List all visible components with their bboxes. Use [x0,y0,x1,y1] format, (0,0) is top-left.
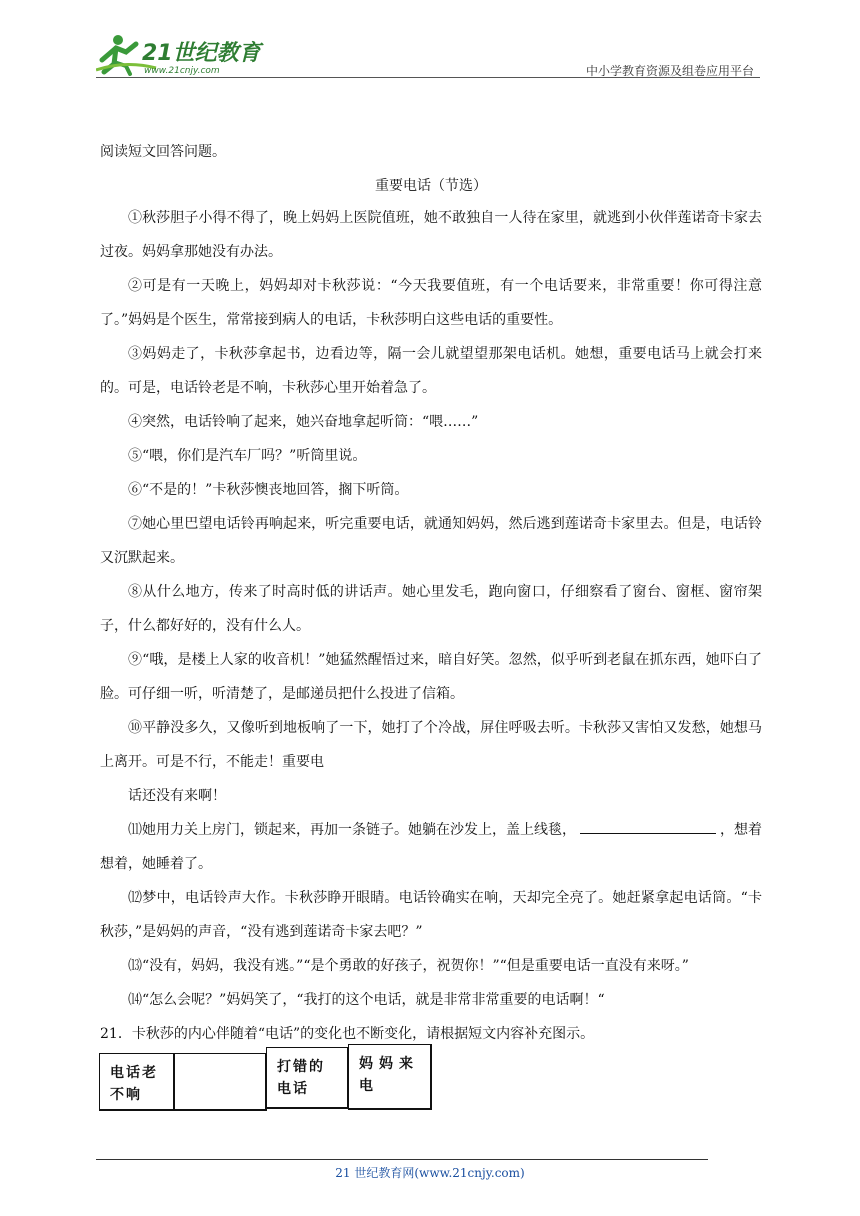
site-logo[interactable] [96,30,266,76]
box-mom-calls: 妈妈来电 [348,1044,432,1110]
paragraph-13: ⒀“没有，妈妈，我没有逃。”“是个勇敢的好孩子，祝贺你！”“但是重要电话一直没有来呀。” [128,958,689,974]
svg-text:www.21cnjy.com: www.21cnjy.com [144,66,220,76]
paragraph-7: ⑦她心里巴望电话铃再响起来，听完重要电话，就通知妈妈，然后逃到莲诺奇卡家里去。但是，电话铃又沉默起来。 [100,516,762,566]
fill-in-blank[interactable] [580,819,716,834]
paragraph-10: ⑩平静没多久，又像听到地板响了一下，她打了个冷战，屏住呼吸去听。卡秋莎又害怕又发愁，她想马上离开。可是不行，不能走！重要电 [100,720,762,770]
paragraph-11-end: ，想着想着，她睡着了。 [100,822,762,872]
page-header [96,30,760,80]
paragraph-2: ②可是有一天晚上，妈妈却对卡秋莎说：“今天我要值班，有一个电话要来，非常重要！你可得注意了。”妈妈是个医生，常常接到病人的电话，卡秋莎明白这些电话的重要性。 [100,278,762,328]
svg-text:21世纪教育: 21世纪教育 [142,41,261,66]
runner-logo-icon [96,30,266,76]
paragraph-6: ⑥“不是的！”卡秋莎懊丧地回答，搁下听筒。 [128,482,409,498]
paragraph-12: ⑿梦中，电话铃声大作。卡秋莎睁开眼睛。电话铃确实在响，天却完全亮了。她赶紧拿起电话筒。“卡秋莎，”是妈妈的声音，“没有逃到莲诺奇卡家去吧？” [100,890,762,940]
platform-name: 中小学教育资源及组卷应用平台 [585,64,754,78]
footer-divider [96,1159,708,1160]
box-wrong-call: 打错的电话 [266,1047,349,1109]
article-title: 重要电话（节选） [375,178,487,194]
instructions: 阅读短文回答问题。 [100,144,226,160]
paragraph-4: ④突然，电话铃响了起来，她兴奋地拿起听筒：“喂……” [128,414,479,430]
box-phone-silent: 电话老不响 [99,1053,175,1111]
header-divider [96,77,760,78]
paragraph-1: ①秋莎胆子小得不得了，晚上妈妈上医院值班，她不敢独自一人待在家里，就逃到小伙伴莲诺奇卡家去过夜。妈妈拿那她没有办法。 [100,210,762,260]
question-21: 21．卡秋莎的内心伴随着“电话”的变化也不断变化，请根据短文内容补充图示。 [100,1026,595,1042]
paragraph-5: ⑤“喂，你们是汽车厂吗？”听筒里说。 [128,448,367,464]
paragraph-3: ③妈妈走了，卡秋莎拿起书，边看边等，隔一会儿就望望那架电话机。她想，重要电话马上就会打来的。可是，电话铃老是不响，卡秋莎心里开始着急了。 [100,346,762,396]
paragraph-14: ⒁“怎么会呢？”妈妈笑了，“我打的这个电话，就是非常非常重要的电话啊！“ [128,992,605,1008]
paragraph-8: ⑧从什么地方，传来了时高时低的讲话声。她心里发毛，跑向窗口，仔细察看了窗台、窗框、窗帘架子，什么都好好的，没有什么人。 [100,584,762,634]
paragraph-11-start: ⑾她用力关上房门，锁起来，再加一条链子。她躺在沙发上，盖上线毯， [128,822,576,838]
paragraph-11 [100,813,762,881]
box-answer-blank[interactable] [174,1053,267,1111]
footer-text[interactable]: 21 世纪教育网(www.21cnjy.com) [335,1166,525,1180]
paragraph-10-continued: 话还没有来啊！ [128,788,226,804]
paragraph-9: ⑨“哦，是楼上人家的收音机！”她猛然醒悟过来，暗自好笑。忽然，似乎听到老鼠在抓东西，她吓白了脸。可仔细一听，听清楚了，是邮递员把什么投进了信箱。 [100,652,762,702]
article [100,137,762,1049]
